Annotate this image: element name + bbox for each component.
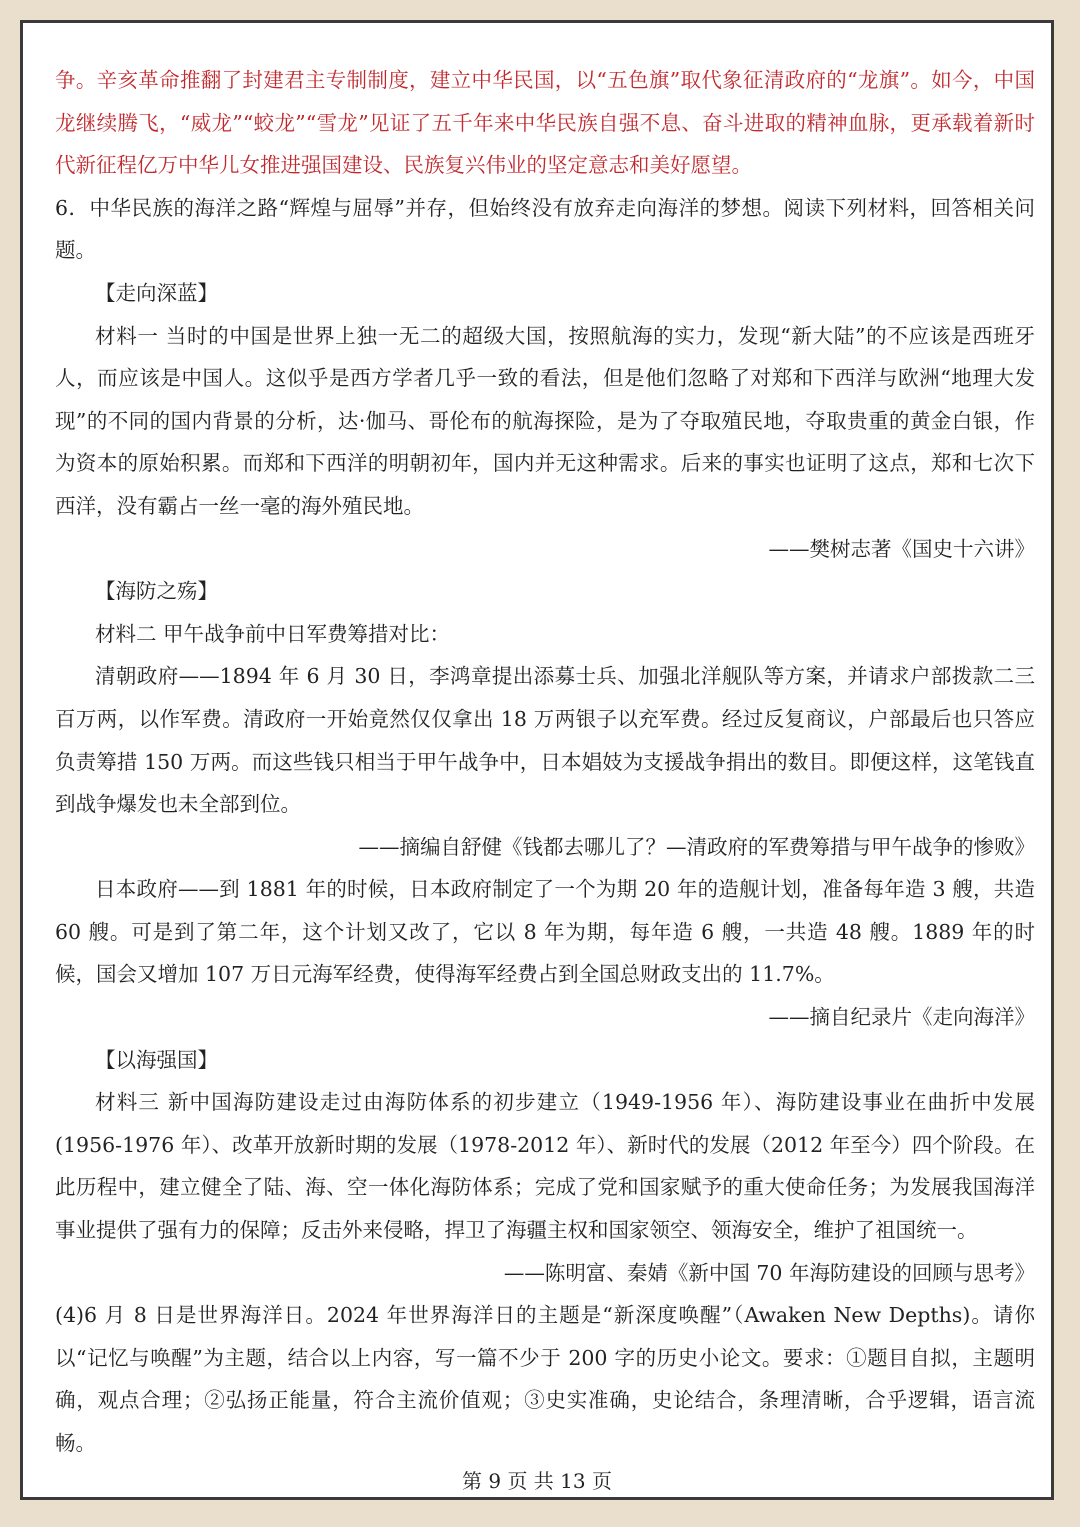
material-2-qing-source: ——摘编自舒健《钱都去哪儿了？—清政府的军费筹措与甲午战争的惨败》: [358, 834, 1035, 859]
section-title-haifangzhishang: 【海防之殇】: [95, 579, 218, 604]
material-1: 材料一 当时的中国是世界上独一无二的超级大国，按照航海的实力，发现“新大陆”的不应该是西班牙人，而应该是中国人。这似乎是西方学者几乎一致的看法，但是他们忽略了对郑和下西洋与欧洲“地理大发现”的不同的国内背景的分析，达·伽马、哥伦布的航海探险，是为了夺取殖民地，夺取贵重的黄金白银，作为资本的原始积累。而郑和下西洋的明朝初年，国内并无这种需求。后来的事实也证明了这点，郑和七次下西洋，没有霸占一丝一毫的海外殖民地。: [55, 323, 1035, 518]
section-title-yihaiqiangguo: 【以海强国】: [95, 1047, 218, 1072]
material-2-qing: 清朝政府——1894 年 6 月 30 日，李鸿章提出添募士兵、加强北洋舰队等方案，并请求户部拨款二三百万两，以作军费。清政府一开始竟然仅仅拿出 18 万两银子以充军费。经过反复商议，户部最后也只答应负责筹措 150 万两。而这些钱只相当于甲午战争中，日本娼妓为支援战争捐出的数目。即便这样，这笔钱直到战争爆发也未全部到位。: [55, 664, 1035, 817]
material-3-source: ——陈明富、秦婧《新中国 70 年海防建设的回顾与思考》: [503, 1260, 1035, 1285]
document-page: [20, 20, 1054, 1500]
material-2-japan: 日本政府——到 1881 年的时候，日本政府制定了一个为期 20 年的造舰计划，准备每年造 3 艘，共造 60 艘。可是到了第二年，这个计划又改了，它以 8 年为期，每年造 6 艘，一共造 48 艘。1889 年的时候，国会又增加 107 万日元海军经费，使得海军经费占到全国总财政支出的 11.7%。: [55, 877, 1035, 987]
page-content: [55, 59, 1035, 1465]
sub-question-4: (4)6 月 8 日是世界海洋日。2024 年世界海洋日的主题是“新深度唤醒”（Awaken New Depths)。请你以“记忆与唤醒”为主题，结合以上内容，写一篇不少于 200 字的历史小论文。要求：①题目自拟，主题明确，观点合理；②弘扬正能量，符合主流价值观；③史实准确，史论结合，条理清晰，合乎逻辑，语言流畅。: [55, 1303, 1035, 1455]
material-2-heading: 材料二 甲午战争前中日军费筹措对比：: [95, 621, 451, 646]
page-number-footer: 第 9 页 共 13 页: [462, 1469, 612, 1493]
material-1-source: ——樊树志著《国史十六讲》: [768, 536, 1035, 561]
answer-continuation-paragraph: 争。辛亥革命推翻了封建君主专制制度，建立中华民国，以“五色旗”取代象征清政府的“龙旗”。如今，中国龙继续腾飞，“威龙”“蛟龙”“雪龙”见证了五千年来中华民族自强不息、奋斗进取的精神血脉，更承载着新时代新征程亿万中华儿女推进强国建设、民族复兴伟业的坚定意志和美好愿望。: [55, 68, 1035, 178]
question-6-stem: 6．中华民族的海洋之路“辉煌与屈辱”并存，但始终没有放弃走向海洋的梦想。阅读下列材料，回答相关问题。: [55, 195, 1035, 263]
section-title-zouxiangshenlan: 【走向深蓝】: [95, 280, 218, 305]
material-3: 材料三 新中国海防建设走过由海防体系的初步建立（1949-1956 年）、海防建设事业在曲折中发展(1956-1976 年）、改革开放新时期的发展（1978-2012 年）、新时代的发展（2012 年至今）四个阶段。在此历程中，建立健全了陆、海、空一体化海防体系；完成了党和国家赋予的重大使命任务；为发展我国海洋事业提供了强有力的保障；反击外来侵略，捍卫了海疆主权和国家领空、领海安全，维护了祖国统一。: [55, 1090, 1035, 1243]
material-2-japan-source: ——摘自纪录片《走向海洋》: [768, 1005, 1035, 1030]
